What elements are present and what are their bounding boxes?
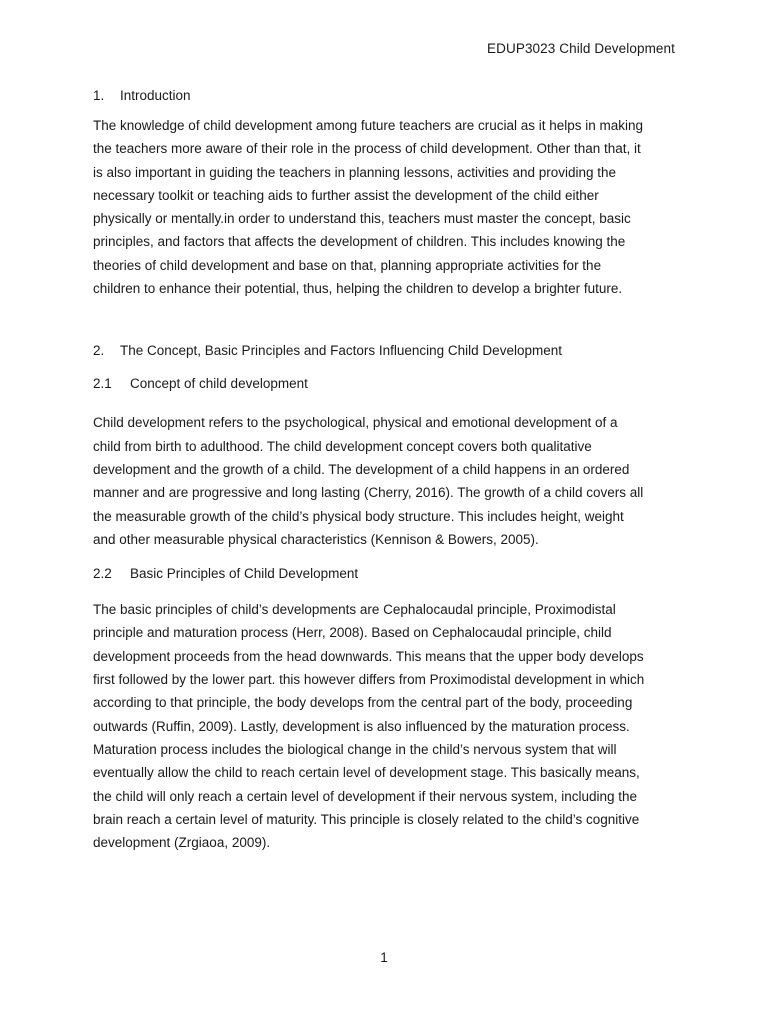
page-number: 1 — [380, 950, 388, 965]
paragraph-line: The basic principles of child’s developments are Cephalocaudal principle, Proximodistal — [93, 602, 616, 618]
paragraph-line: development (Zrgiaoa, 2009). — [93, 835, 271, 851]
paragraph-line: the teachers more aware of their role in the process of child development. Other than that, it — [93, 141, 641, 157]
paragraph-line: the measurable growth of the child’s physical body structure. This includes height, weight — [93, 508, 624, 524]
paragraph-line: brain reach a certain level of maturity. This principle is closely related to the child’s cognitive — [93, 811, 640, 827]
document-body — [93, 86, 683, 854]
paragraph-line: The knowledge of child development among future teachers are crucial as it helps in making — [93, 118, 644, 133]
paragraph-line: outwards (Ruffin, 2009). Lastly, development is also influenced by the maturation process. — [93, 718, 630, 734]
paragraph-line: eventually allow the child to reach certain level of development stage. This basically means, — [93, 765, 640, 781]
paragraph-line: development proceeds from the head downwards. This means that the upper body develops — [93, 648, 644, 664]
paragraph-line: theories of child development and base on that, planning appropriate activities for the — [93, 257, 602, 273]
paragraph-line: is also important in guiding the teachers in planning lessons, activities and providing the — [93, 164, 617, 180]
paragraph-line: manner and are progressive and long lasting (Cherry, 2016). The growth of a child covers all — [93, 485, 644, 501]
paragraph-line: Maturation process includes the biological change in the child’s nervous system that will — [93, 741, 617, 757]
concept-paragraph — [93, 411, 683, 551]
paragraph-line: principle and maturation process (Herr, 2008). Based on Cephalocaudal principle, child — [93, 625, 612, 641]
paragraph-line: according to that principle, the body develops from the central part of the body, proceeding — [93, 695, 633, 711]
subsection-title: Basic Principles of Child Development — [130, 566, 359, 582]
paragraph-line: necessary toolkit or teaching aids to further assist the development of the child either — [93, 187, 599, 203]
subsection-heading-basic-principles — [93, 564, 683, 584]
section-title: The Concept, Basic Principles and Factors Influencing Child Development — [120, 343, 562, 359]
subsection-number: 2.2 — [93, 566, 112, 582]
section-number: 1. — [93, 88, 105, 103]
paragraph-line: and other measurable physical characteristics (Kennison & Bowers, 2005). — [93, 531, 539, 547]
section-heading-introduction — [93, 86, 683, 106]
paragraph-line: development and the growth of a child. The development of a child happens in an ordered — [93, 461, 630, 477]
principles-paragraph — [93, 598, 683, 854]
paragraph-line: Child development refers to the psychological, physical and emotional development of a — [93, 415, 618, 431]
section-heading-concept-principles-factors — [93, 341, 683, 361]
running-header: EDUP3023 Child Development — [487, 41, 675, 56]
paragraph-line: first followed by the lower part. this however differs from Proximodistal development in which — [93, 672, 645, 688]
paragraph-line: children to enhance their potential, thus, helping the children to develop a brighter future. — [93, 281, 623, 297]
paragraph-line: child from birth to adulthood. The child development concept covers both qualitative — [93, 438, 592, 454]
paragraph-line: principles, and factors that affects the development of children. This includes knowing the — [93, 234, 626, 250]
section-number: 2. — [93, 343, 105, 359]
subsection-title: Concept of child development — [130, 376, 308, 392]
subsection-number: 2.1 — [93, 376, 112, 392]
subsection-heading-concept — [93, 374, 683, 394]
introduction-paragraph — [93, 114, 683, 300]
paragraph-line: physically or mentally.in order to understand this, teachers must master the concept, basic — [93, 211, 631, 227]
section-title: Introduction — [120, 88, 191, 103]
paragraph-line: the child will only reach a certain level of development if their nervous system, including the — [93, 788, 638, 804]
